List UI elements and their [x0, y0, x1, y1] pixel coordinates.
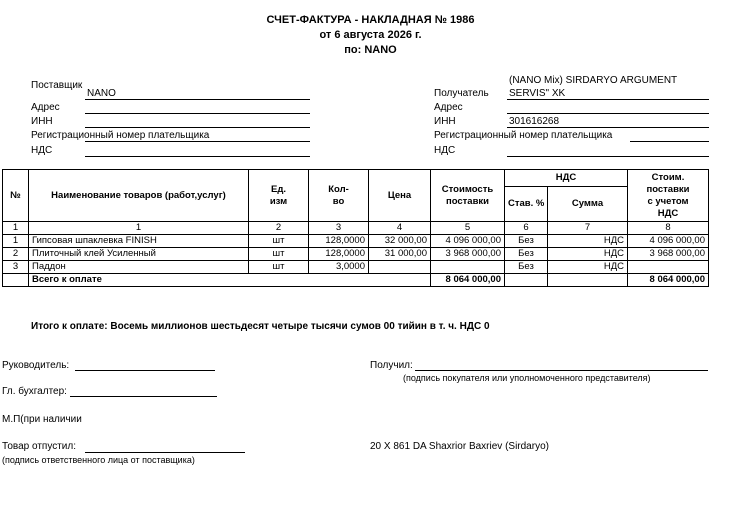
row-no: 2 — [3, 248, 29, 261]
amount-in-words: Итого к оплате: Восемь миллионов шестьдесят четыре тысячи сумов 00 тийин в т. ч. НДС 0 — [31, 321, 490, 332]
total-label: Всего к оплате — [29, 274, 431, 287]
recipient-line — [507, 99, 709, 100]
total-row — [3, 274, 709, 287]
header-unit — [249, 170, 309, 222]
received-note: (подпись покупателя или уполномоченного представителя) — [403, 373, 651, 383]
accountant-label: Гл. бухгалтер: — [2, 386, 67, 397]
stamp-label: М.П(при наличии — [2, 414, 82, 425]
table-row — [3, 248, 709, 261]
col-number: 3 — [309, 222, 369, 235]
row-nds-sum: НДС — [548, 248, 628, 261]
row-unit: шт — [249, 248, 309, 261]
header-cost-line1: Стоимость — [441, 183, 494, 195]
supplier-nds-label: НДС — [31, 145, 53, 156]
row-cost: 3 968 000,00 — [431, 248, 505, 261]
row-qty: 3,0000 — [309, 261, 369, 274]
recipient-nds-line — [507, 156, 709, 157]
row-nds-rate: Без — [505, 261, 548, 274]
document-title: СЧЕТ-ФАКТУРА - НАКЛАДНАЯ № 1986 — [266, 14, 475, 26]
header-qty-line1: Кол- — [328, 183, 349, 195]
row-cost — [431, 261, 505, 274]
header-total — [628, 170, 709, 222]
recipient-reg-line — [630, 141, 709, 142]
header-qty-line2: во — [332, 195, 345, 207]
col-number: 1 — [3, 222, 29, 235]
row-price: 31 000,00 — [369, 248, 431, 261]
row-price — [369, 261, 431, 274]
row-qty: 128,0000 — [309, 235, 369, 248]
header-price: Цена — [369, 170, 431, 222]
row-nds-sum: НДС — [548, 261, 628, 274]
header-total-line3: с учетом — [647, 195, 689, 207]
header-total-line1: Стоим. — [651, 171, 685, 183]
row-total: 4 096 000,00 — [628, 235, 709, 248]
header-total-line4: НДС — [657, 207, 679, 219]
supplier-reg-label: Регистрационный номер плательщика — [31, 130, 210, 141]
recipient-address-label: Адрес — [434, 102, 463, 113]
supplier-line — [85, 99, 310, 100]
row-nds-rate: Без — [505, 248, 548, 261]
supplier-label: Поставщик — [31, 80, 83, 91]
row-total — [628, 261, 709, 274]
supplier-reg-line — [85, 141, 310, 142]
col-number: 8 — [628, 222, 709, 235]
recipient-nds-label: НДС — [434, 145, 456, 156]
recipient-reg-label: Регистрационный номер плательщика — [434, 130, 613, 141]
vehicle-driver-info: 20 X 861 DA Shaxrior Baxriev (Sirdaryo) — [370, 441, 549, 452]
document-date: от 6 августа 2026 г. — [319, 29, 422, 41]
recipient-inn-line — [507, 127, 709, 128]
row-name: Плиточный клей Усиленный — [29, 248, 249, 261]
row-nds-sum: НДС — [548, 235, 628, 248]
recipient-value-line2: SERVIS" XK — [509, 88, 566, 99]
recipient-inn-label: ИНН — [434, 116, 456, 127]
row-cost: 4 096 000,00 — [431, 235, 505, 248]
header-nds-group: НДС — [505, 170, 628, 187]
total-empty-cell — [548, 274, 628, 287]
row-no: 1 — [3, 235, 29, 248]
director-label: Руководитель: — [2, 360, 70, 371]
row-nds-rate: Без — [505, 235, 548, 248]
total-empty-cell — [505, 274, 548, 287]
table-row — [3, 235, 709, 248]
row-total: 3 968 000,00 — [628, 248, 709, 261]
header-nds-sum: Сумма — [548, 187, 628, 222]
table-row — [3, 261, 709, 274]
invoice-table — [2, 169, 709, 287]
received-signature-line — [415, 370, 708, 371]
col-number: 4 — [369, 222, 431, 235]
total-cost: 8 064 000,00 — [431, 274, 505, 287]
supplier-address-label: Адрес — [31, 102, 60, 113]
row-unit: шт — [249, 261, 309, 274]
header-name: Наименование товаров (работ,услуг) — [29, 170, 249, 222]
recipient-address-line — [507, 113, 709, 114]
received-label: Получил: — [370, 360, 413, 371]
document-basis: по: NANO — [344, 44, 397, 56]
supplier-inn-line — [85, 127, 310, 128]
col-number: 5 — [431, 222, 505, 235]
released-note: (подпись ответственного лица от поставщика) — [2, 455, 195, 465]
supplier-value: NANO — [87, 88, 116, 99]
col-number: 7 — [548, 222, 628, 235]
col-number: 1 — [29, 222, 249, 235]
header-no: № — [3, 170, 29, 222]
total-with-nds: 8 064 000,00 — [628, 274, 709, 287]
recipient-inn-value: 301616268 — [509, 116, 560, 127]
released-signature-line — [85, 452, 245, 453]
recipient-value-line1: (NANO Mix) SIRDARYO ARGUMENT — [509, 75, 678, 86]
header-cost-line2: поставки — [445, 195, 490, 207]
row-unit: шт — [249, 235, 309, 248]
released-label: Товар отпустил: — [2, 441, 76, 452]
accountant-signature-line — [70, 396, 217, 397]
header-unit-line1: Ед. — [270, 183, 286, 195]
row-qty: 128,0000 — [309, 248, 369, 261]
total-empty-cell — [3, 274, 29, 287]
recipient-label: Получатель — [434, 88, 489, 99]
header-unit-line2: изм — [269, 195, 288, 207]
supplier-nds-line — [85, 156, 310, 157]
header-total-line2: поставки — [646, 183, 690, 195]
supplier-address-line — [85, 113, 310, 114]
col-number: 2 — [249, 222, 309, 235]
row-price: 32 000,00 — [369, 235, 431, 248]
header-qty — [309, 170, 369, 222]
row-no: 3 — [3, 261, 29, 274]
row-name: Гипсовая шпаклевка FINISH — [29, 235, 249, 248]
director-signature-line — [75, 370, 215, 371]
row-name: Паддон — [29, 261, 249, 274]
header-cost — [431, 170, 505, 222]
supplier-inn-label: ИНН — [31, 116, 53, 127]
header-nds-rate: Став. % — [505, 187, 548, 222]
col-number: 6 — [505, 222, 548, 235]
